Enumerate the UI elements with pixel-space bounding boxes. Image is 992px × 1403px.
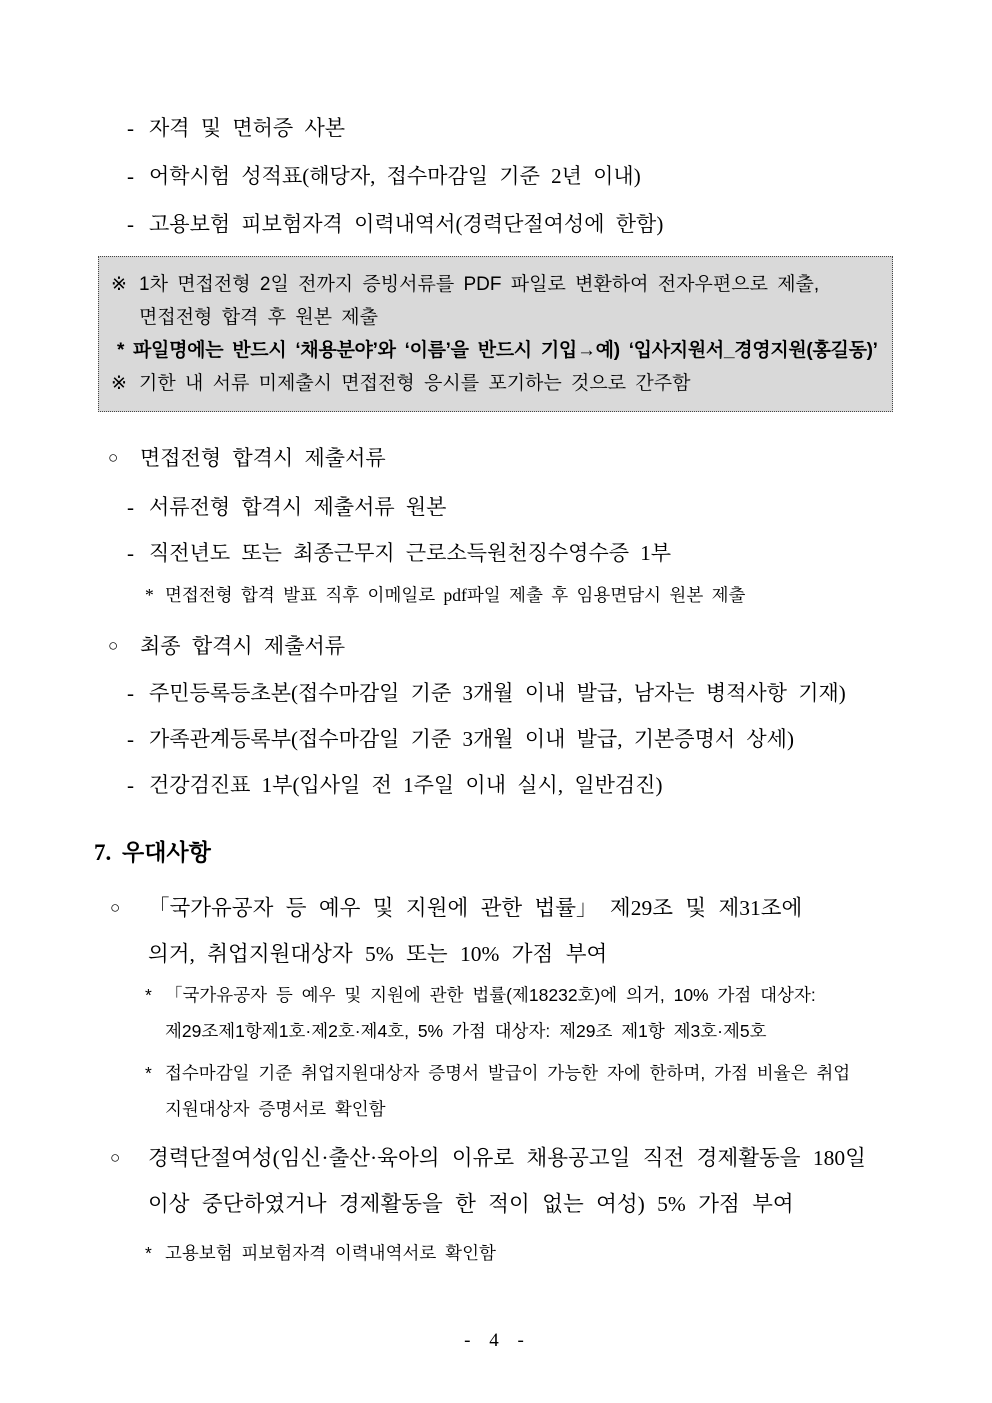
- notice-line: [111, 367, 878, 400]
- notice-text: 면접전형 합격 후 원본 제출: [139, 307, 379, 328]
- list-item-text: 자격 및 면허증 사본: [149, 116, 346, 140]
- footnote: [145, 1055, 942, 1127]
- dash-bullet: -: [127, 681, 134, 705]
- footnote-line: 접수마감일 기준 취업지원대상자 증명서 발급이 가능한 자에 한하며, 가점 비율은 취업: [165, 1063, 851, 1083]
- footnote-text: [165, 977, 816, 1049]
- veterans-paragraph-text: [148, 885, 802, 977]
- footnote-line: 제29조제1항제1호·제2호·제4호, 5% 가점 대상자: 제29조 제1항 제3호·제5호: [165, 1021, 767, 1041]
- list-item-text: 어학시험 성적표(해당자, 접수마감일 기준 2년 이내): [149, 164, 641, 188]
- list-item: [127, 678, 932, 708]
- veterans-paragraph: [110, 885, 942, 977]
- notice-box: [98, 256, 893, 412]
- circle-bullet: ○: [110, 898, 121, 917]
- section-heading: 7. 우대사항: [94, 840, 211, 865]
- list-item: [127, 492, 932, 522]
- note-asterisk: *: [117, 340, 125, 361]
- footnote-line: 지원대상자 증명서로 확인함: [165, 1099, 386, 1119]
- list-item-text: 건강검진표 1부(입사일 전 1주일 이내 실시, 일반검진): [149, 773, 663, 797]
- list-item-text: 직전년도 또는 최종근무지 근로소득원천징수영수증 1부: [149, 541, 672, 565]
- reference-mark: ※: [111, 274, 127, 295]
- subsection-heading: [108, 630, 932, 662]
- list-item: [127, 770, 932, 800]
- paragraph-line: 의거, 취업지원대상자 5% 또는 10% 가점 부여: [148, 942, 608, 966]
- footnote: [145, 1235, 942, 1271]
- career-break-paragraph: [110, 1135, 942, 1227]
- footnote: [145, 582, 942, 608]
- dash-bullet: -: [127, 541, 134, 565]
- circle-bullet: ○: [108, 636, 119, 655]
- footnote-text: [165, 1055, 850, 1127]
- footnote-text: 고용보험 피보험자격 이력내역서로 확인함: [165, 1243, 496, 1263]
- notice-text: 1차 면접전형 2일 전까지 증빙서류를 PDF 파일로 변환하여 전자우편으로 제출,: [139, 274, 820, 295]
- dash-bullet: -: [127, 495, 134, 519]
- career-break-paragraph-text: [148, 1135, 866, 1227]
- paragraph-line: 「국가유공자 등 예우 및 지원에 관한 법률」 제29조 및 제31조에: [148, 896, 803, 920]
- list-item: [127, 113, 932, 143]
- list-item-text: 고용보험 피보험자격 이력내역서(경력단절여성에 한함): [149, 212, 664, 236]
- subsection-heading: [108, 442, 932, 474]
- notice-line: [111, 301, 878, 334]
- list-item-text: 가족관계등록부(접수마감일 기준 3개월 이내 발급, 기본증명서 상세): [149, 727, 794, 751]
- dash-bullet: -: [127, 212, 134, 236]
- page-number: - 4 -: [464, 1330, 528, 1351]
- list-item-text: 주민등록등초본(접수마감일 기준 3개월 이내 발급, 남자는 병적사항 기재): [149, 681, 846, 705]
- notice-line: [111, 268, 878, 301]
- reference-mark: ※: [111, 373, 127, 394]
- note-asterisk: *: [145, 585, 154, 605]
- paragraph-line: 이상 중단하였거나 경제활동을 한 적이 없는 여성) 5% 가점 부여: [148, 1192, 794, 1216]
- circle-bullet: ○: [108, 448, 119, 467]
- subsection-heading-text: 최종 합격시 제출서류: [140, 634, 346, 658]
- footnote-line: 「국가유공자 등 예우 및 지원에 관한 법률(제18232호)에 의거, 10% 가점 대상자:: [165, 985, 816, 1005]
- list-item-text: 서류전형 합격시 제출서류 원본: [149, 495, 447, 519]
- note-asterisk: *: [145, 1243, 152, 1263]
- notice-text: 파일명에는 반드시 ‘채용분야’와 ‘이름’을 반드시 기입→예) ‘입사지원서_경영지원(홍길동)’: [133, 340, 878, 361]
- list-item: [127, 724, 932, 754]
- footnote: [145, 977, 942, 1049]
- note-asterisk: *: [145, 1063, 152, 1083]
- list-item: [127, 538, 932, 568]
- dash-bullet: -: [127, 727, 134, 751]
- list-item: [127, 161, 932, 191]
- notice-line: [111, 334, 878, 367]
- note-asterisk: *: [145, 985, 152, 1005]
- dash-bullet: -: [127, 164, 134, 188]
- circle-bullet: ○: [110, 1148, 121, 1167]
- notice-text: 기한 내 서류 미제출시 면접전형 응시를 포기하는 것으로 간주함: [139, 373, 691, 394]
- dash-bullet: -: [127, 773, 134, 797]
- subsection-heading-text: 면접전형 합격시 제출서류: [140, 446, 386, 470]
- list-item: [127, 209, 932, 239]
- paragraph-line: 경력단절여성(임신·출산·육아의 이유로 채용공고일 직전 경제활동을 180일: [148, 1146, 866, 1170]
- dash-bullet: -: [127, 116, 134, 140]
- footnote-text: 면접전형 합격 발표 직후 이메일로 pdf파일 제출 후 임용면담시 원본 제출: [165, 585, 746, 605]
